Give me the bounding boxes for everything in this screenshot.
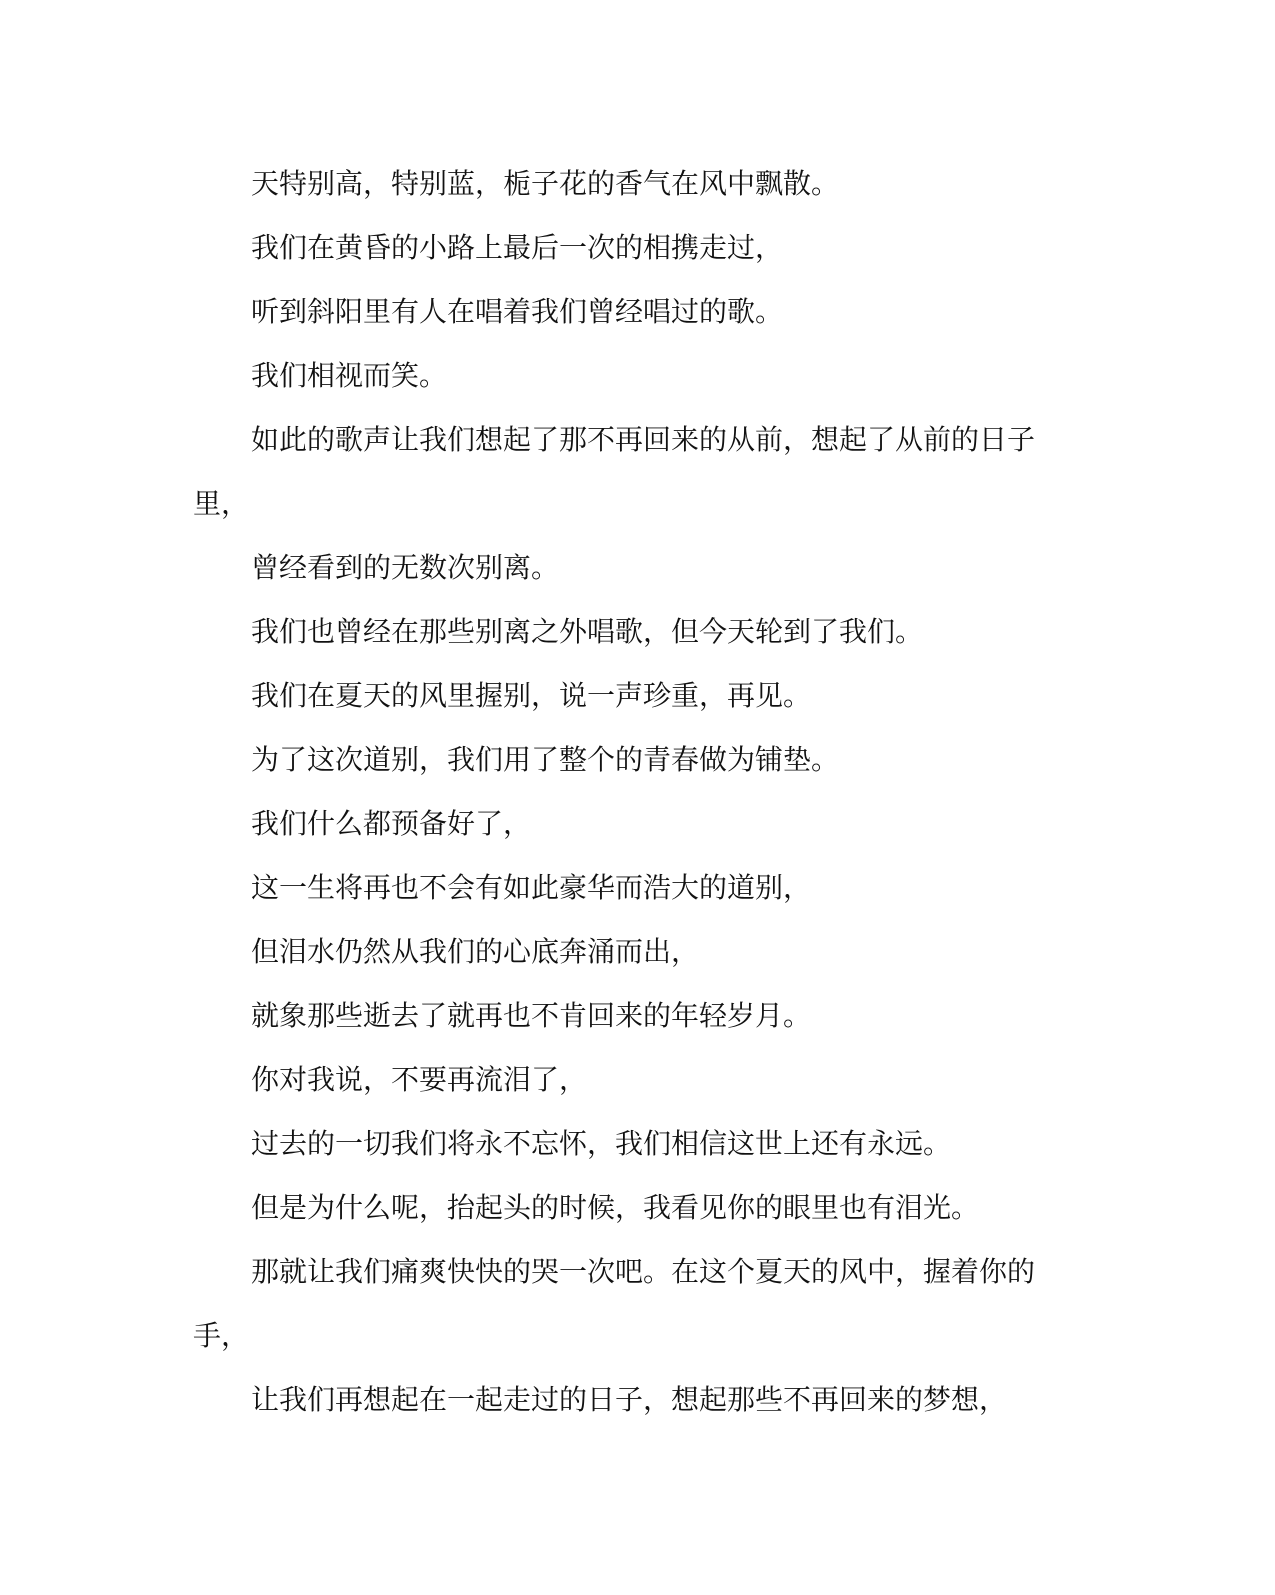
paragraph: 如此的歌声让我们想起了那不再回来的从前，想起了从前的日子里， bbox=[193, 423, 1036, 520]
paragraph: 听到斜阳里有人在唱着我们曾经唱过的歌。 bbox=[251, 295, 784, 328]
paragraph: 天特别高，特别蓝，栀子花的香气在风中飘散。 bbox=[251, 167, 840, 200]
paragraph: 我们在夏天的风里握别，说一声珍重，再见。 bbox=[251, 679, 812, 712]
paragraph: 我们相视而笑。 bbox=[251, 359, 448, 392]
document-body bbox=[193, 152, 1073, 1432]
paragraph: 就象那些逝去了就再也不肯回来的年轻岁月。 bbox=[251, 999, 812, 1032]
paragraph: 过去的一切我们将永不忘怀，我们相信这世上还有永远。 bbox=[251, 1127, 952, 1160]
paragraph: 我们什么都预备好了， bbox=[251, 807, 532, 840]
paragraph: 我们也曾经在那些别离之外唱歌，但今天轮到了我们。 bbox=[251, 615, 924, 648]
paragraph: 曾经看到的无数次别离。 bbox=[251, 551, 560, 584]
paragraph: 你对我说，不要再流泪了， bbox=[251, 1063, 588, 1096]
paragraph: 为了这次道别，我们用了整个的青春做为铺垫。 bbox=[251, 743, 840, 776]
paragraph: 但泪水仍然从我们的心底奔涌而出， bbox=[251, 935, 700, 968]
paragraph: 我们在黄昏的小路上最后一次的相携走过， bbox=[251, 231, 784, 264]
paragraph: 让我们再想起在一起走过的日子，想起那些不再回来的梦想， bbox=[251, 1383, 1008, 1416]
paragraph: 那就让我们痛爽快快的哭一次吧。在这个夏天的风中，握着你的手， bbox=[193, 1255, 1036, 1352]
paragraph: 这一生将再也不会有如此豪华而浩大的道别， bbox=[251, 871, 812, 904]
paragraph: 但是为什么呢，抬起头的时候，我看见你的眼里也有泪光。 bbox=[251, 1191, 980, 1224]
